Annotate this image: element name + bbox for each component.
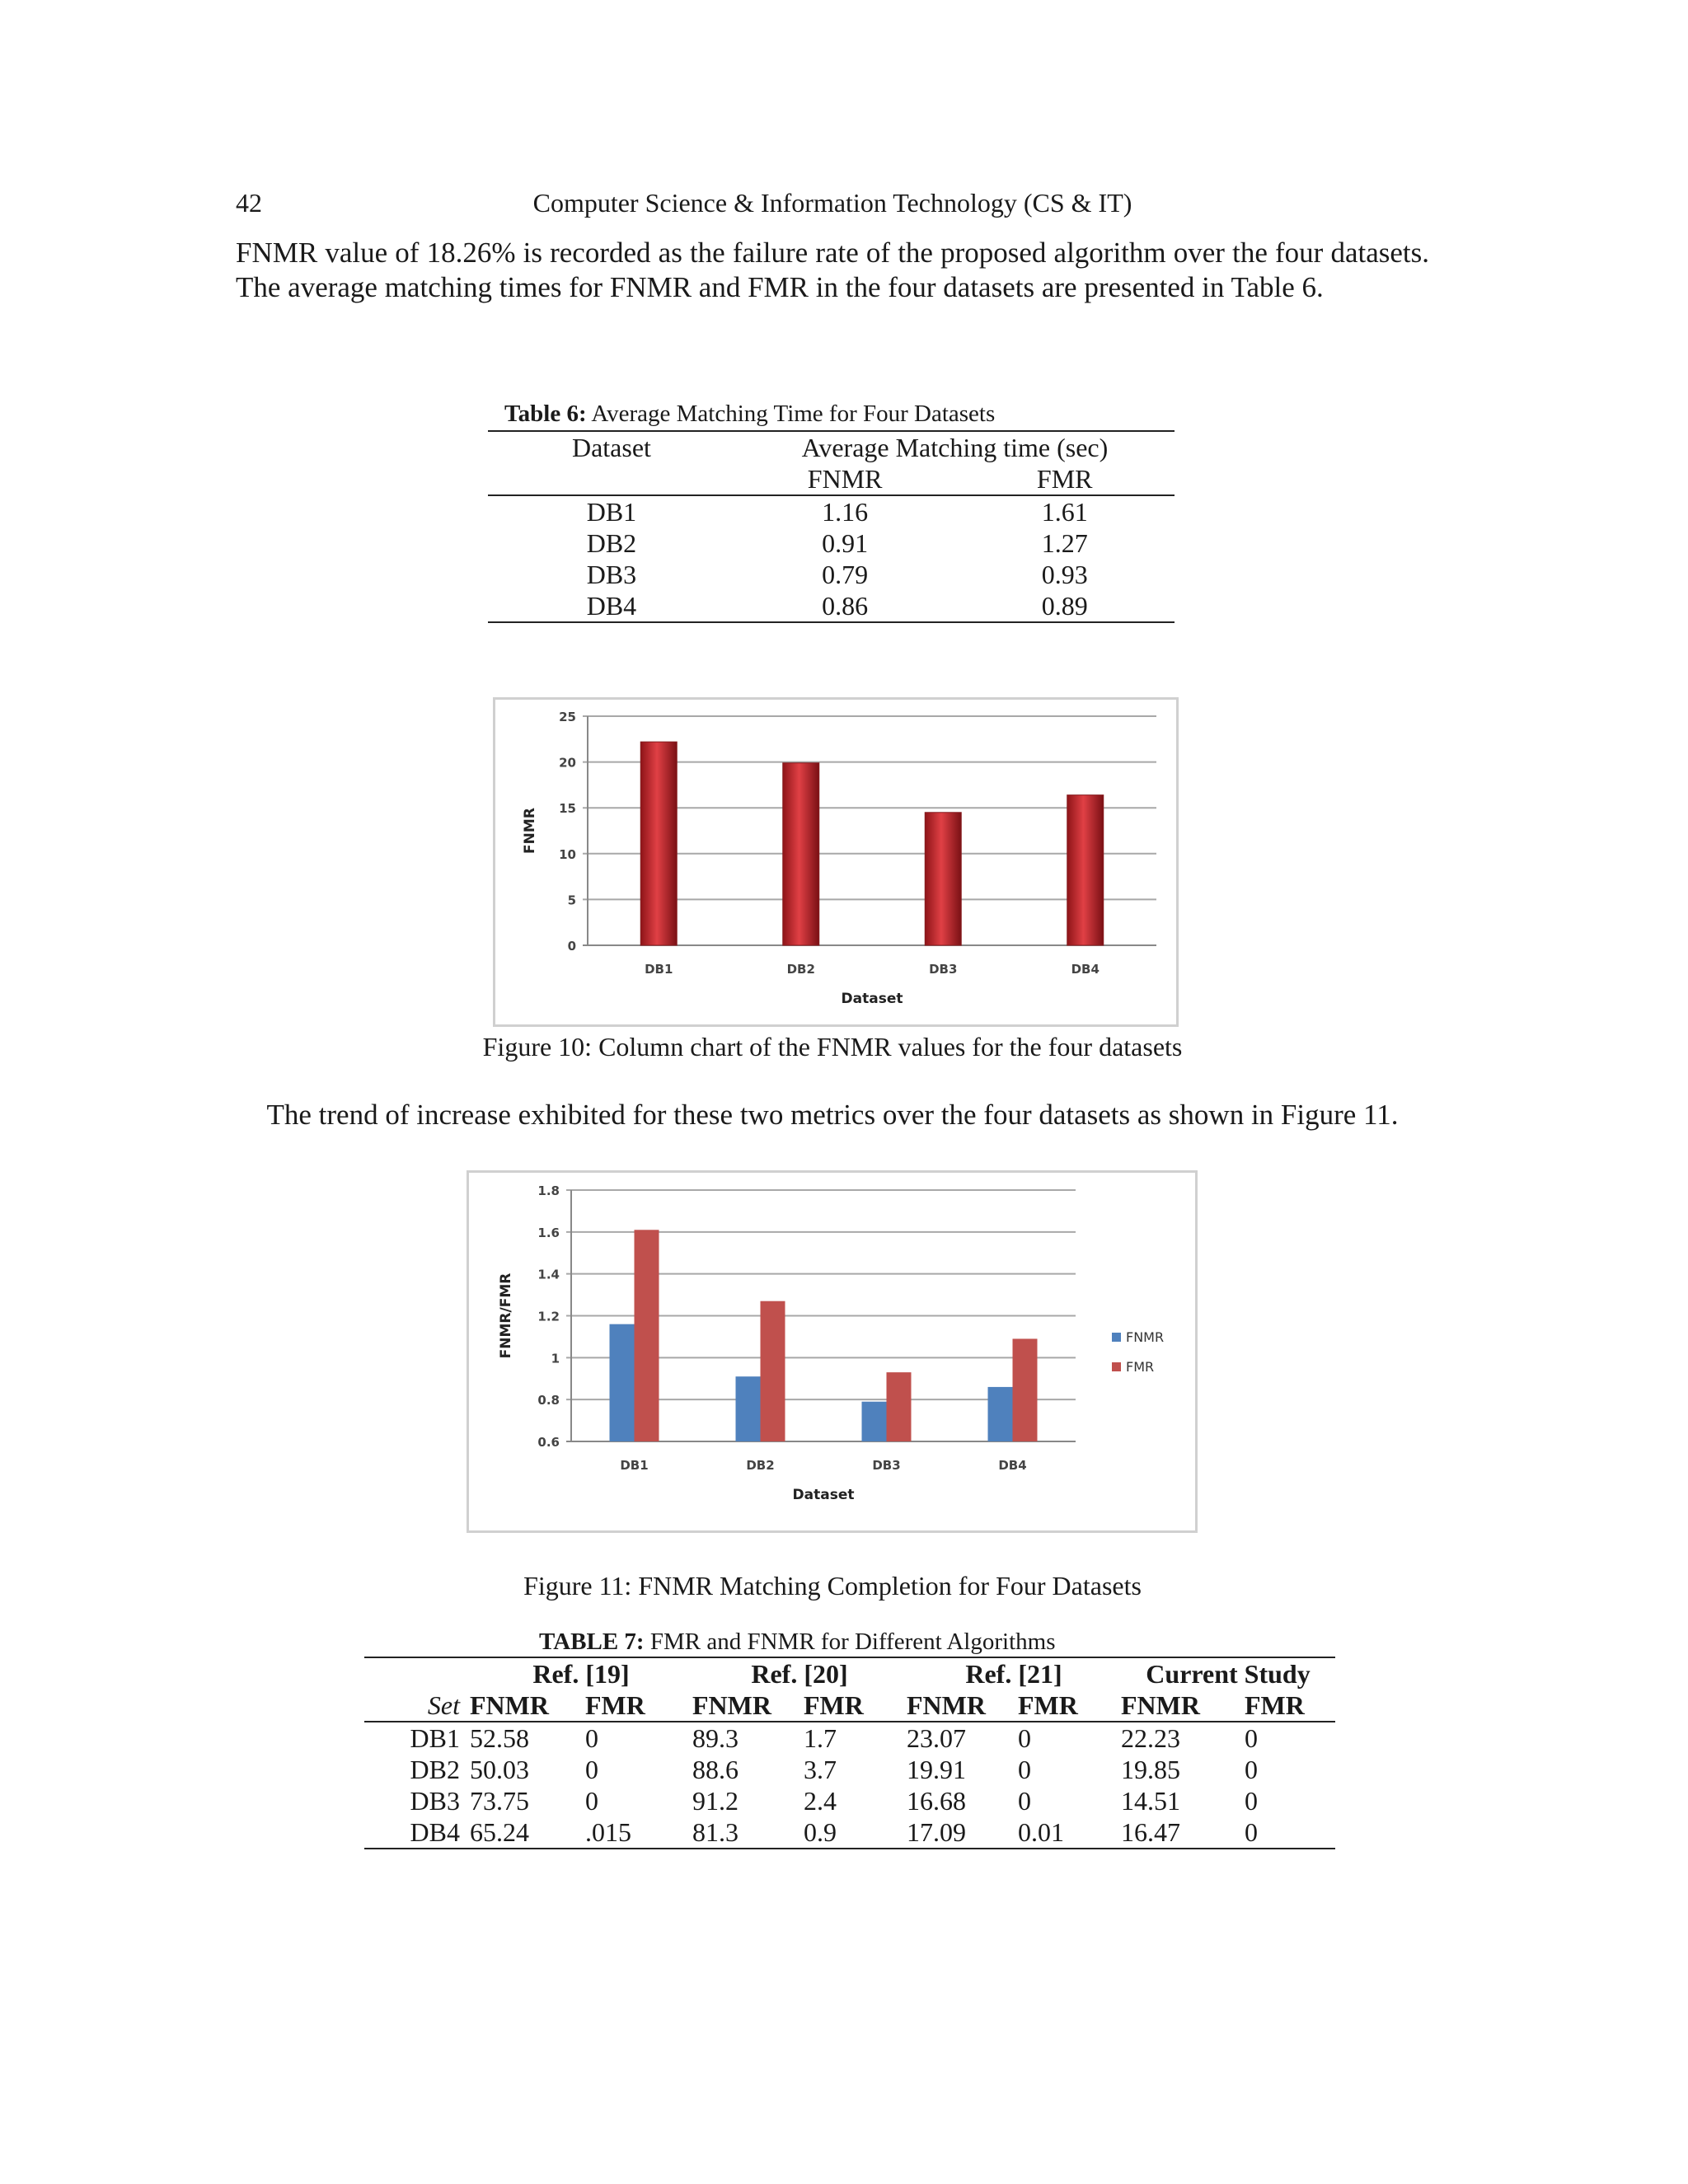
y-tick-label: 1 [551, 1351, 560, 1366]
table6-label: Table 6: [504, 401, 587, 427]
table7-row-label: DB1 [410, 1723, 460, 1753]
table7-row-label: DB4 [364, 1816, 470, 1849]
bar-db2-fnmr [783, 763, 819, 945]
table6-cell: 0.89 [954, 590, 1175, 622]
table-row [364, 1785, 1335, 1816]
table6-caption-text: Average Matching Time for Four Datasets [591, 401, 996, 427]
table7-cell: 3.7 [804, 1755, 837, 1784]
y-tick-label: 1.6 [537, 1225, 560, 1240]
table7-group-row [364, 1657, 1335, 1690]
table6-col-group: Average Matching time (sec) [735, 431, 1175, 463]
figure11-chart [467, 1170, 1198, 1533]
table6-cell: 1.61 [1041, 497, 1088, 527]
table6-col-fmr: FMR [954, 463, 1175, 495]
table-row [364, 1754, 1335, 1785]
table-row [488, 590, 1175, 622]
table6-cell: 0.86 [735, 590, 955, 622]
table7-cell: 19.85 [1121, 1755, 1180, 1784]
y-tick-label: 0.6 [537, 1435, 560, 1450]
table7-subheader-row [364, 1690, 1335, 1722]
y-tick-label: 0 [567, 939, 576, 954]
y-axis-title: FNMR [522, 808, 538, 854]
table6-header-row [488, 431, 1175, 463]
figure11-svg [469, 1173, 1195, 1530]
x-axis-title: Dataset [841, 991, 903, 1007]
x-tick-label: DB3 [872, 1458, 901, 1473]
table7-caption-text: FMR and FNMR for Different Algorithms [649, 1629, 1056, 1655]
table6-cell: 0.79 [822, 560, 869, 589]
legend-swatch-fmr [1112, 1362, 1121, 1371]
table7-cell: 0 [1018, 1786, 1031, 1816]
table7-group: Current Study [1121, 1657, 1335, 1690]
table7-cell: 0 [1018, 1723, 1031, 1753]
bar-db4-fnmr [988, 1387, 1013, 1441]
table6-cell: 0.93 [1041, 560, 1088, 589]
table6-cell: 1.16 [822, 497, 869, 527]
table6-col-dataset: Dataset [488, 431, 735, 463]
figure11-caption: Figure 11: FNMR Matching Completion for Four Datasets [523, 1571, 1142, 1601]
table7-sub-fmr: FMR [804, 1690, 907, 1722]
x-tick-label: DB1 [645, 962, 673, 977]
table7-cell: 50.03 [470, 1755, 529, 1784]
table7-sub-fnmr: FNMR [470, 1690, 585, 1722]
table7-cell: 0 [585, 1755, 598, 1784]
bar-db1-fnmr [610, 1324, 635, 1441]
table7-cell: 2.4 [804, 1786, 837, 1816]
y-tick-label: 1.2 [537, 1309, 560, 1324]
table7-caption [539, 1629, 1055, 1656]
table7-cell: 0.9 [804, 1816, 907, 1849]
table7-cell: .015 [585, 1816, 692, 1849]
table7-cell: 1.7 [804, 1723, 837, 1753]
table6-cell: DB1 [586, 497, 637, 527]
figure10-svg [495, 700, 1176, 1024]
table-row [488, 495, 1175, 527]
table7-cell: 0.01 [1018, 1816, 1121, 1849]
table7-sub-fmr: FMR [1018, 1690, 1121, 1722]
x-axis-title: Dataset [792, 1487, 855, 1503]
table6-col-fnmr: FNMR [735, 463, 955, 495]
x-tick-label: DB2 [786, 962, 815, 977]
table7-cell: 65.24 [470, 1816, 585, 1849]
table6-subheader-row [488, 463, 1175, 495]
y-tick-label: 5 [567, 893, 576, 908]
table7-sub-fmr: FMR [585, 1690, 692, 1722]
table7-cell: 89.3 [692, 1723, 738, 1753]
table7-cell: 19.91 [907, 1755, 966, 1784]
table7-cell: 0 [1245, 1786, 1258, 1816]
table7-cell: 0 [585, 1786, 598, 1816]
bar-db2-fmr [761, 1301, 785, 1441]
table7-cell: 0 [585, 1723, 598, 1753]
x-tick-label: DB1 [620, 1458, 649, 1473]
table7-sub-fnmr: FNMR [1121, 1690, 1245, 1722]
legend-swatch-fnmr [1112, 1333, 1121, 1342]
table7-row-label: DB3 [410, 1786, 460, 1816]
figure10-chart [493, 697, 1179, 1027]
x-tick-label: DB4 [998, 1458, 1027, 1473]
table7-set-label: Set [364, 1690, 470, 1722]
table7-cell: 81.3 [692, 1816, 804, 1849]
table7-group: Ref. [20] [692, 1657, 907, 1690]
table6-cell: 0.91 [822, 528, 869, 558]
x-tick-label: DB2 [746, 1458, 775, 1473]
table7-cell: 22.23 [1121, 1723, 1180, 1753]
table7-cell: 16.68 [907, 1786, 966, 1816]
y-axis-title: FNMR/FMR [498, 1272, 514, 1359]
table7-group: Ref. [21] [907, 1657, 1121, 1690]
table7-cell: 52.58 [470, 1723, 529, 1753]
bar-db3-fmr [887, 1372, 912, 1441]
table-row [364, 1722, 1335, 1754]
paragraph-1: FNMR value of 18.26% is recorded as the failure rate of the proposed algorithm over the four datasets. The average matching times for FNMR and FMR in the four datasets are presented in Table 6. [236, 237, 1429, 303]
table7-cell: 88.6 [692, 1755, 738, 1784]
figure10-caption: Figure 10: Column chart of the FNMR values for the four datasets [482, 1032, 1183, 1062]
bar-db4-fmr [1013, 1338, 1038, 1441]
x-tick-label: DB4 [1071, 962, 1100, 977]
bar-db1-fnmr [640, 742, 677, 945]
table7-cell: 91.2 [692, 1786, 738, 1816]
table7-cell: 23.07 [907, 1723, 966, 1753]
paragraph-2: The trend of increase exhibited for these two metrics over the four datasets as shown in Figure 11. [266, 1099, 1399, 1131]
page-number: 42 [236, 188, 262, 218]
table-row [488, 559, 1175, 590]
table7-group: Ref. [19] [470, 1657, 692, 1690]
y-tick-label: 1.4 [537, 1267, 560, 1282]
table7-cell: 0 [1245, 1755, 1258, 1784]
table7 [364, 1657, 1335, 1849]
bar-db2-fnmr [736, 1376, 761, 1441]
table7-row-label: DB2 [410, 1755, 460, 1784]
table7-cell: 14.51 [1121, 1786, 1180, 1816]
table6 [488, 430, 1175, 623]
bar-db1-fmr [635, 1230, 659, 1441]
table6-cell: 1.27 [1041, 528, 1088, 558]
legend-label-fnmr: FNMR [1126, 1329, 1165, 1345]
table7-cell: 0 [1245, 1816, 1335, 1849]
y-tick-label: 10 [559, 846, 576, 862]
y-tick-label: 1.8 [537, 1183, 560, 1198]
bar-db3-fnmr [925, 813, 961, 945]
x-tick-label: DB3 [929, 962, 958, 977]
bar-db4-fnmr [1067, 795, 1104, 945]
table7-cell: 73.75 [470, 1786, 529, 1816]
table7-label: TABLE 7: [539, 1629, 645, 1655]
table7-cell: 0 [1245, 1723, 1258, 1753]
table-row [488, 527, 1175, 559]
table6-cell: DB4 [488, 590, 735, 622]
table7-sub-fnmr: FNMR [692, 1690, 804, 1722]
table6-caption [504, 401, 995, 428]
y-tick-label: 0.8 [537, 1393, 560, 1408]
table-row [364, 1816, 1335, 1849]
table7-cell: 0 [1018, 1755, 1031, 1784]
y-tick-label: 15 [559, 801, 576, 817]
journal-title: Computer Science & Information Technology (CS & IT) [532, 188, 1132, 218]
legend-label-fmr: FMR [1126, 1359, 1155, 1375]
table6-cell: DB3 [586, 560, 637, 589]
table7-sub-fnmr: FNMR [907, 1690, 1018, 1722]
table7-sub-fmr: FMR [1245, 1690, 1335, 1722]
table7-cell: 16.47 [1121, 1816, 1245, 1849]
table7-cell: 17.09 [907, 1816, 1018, 1849]
y-tick-label: 20 [559, 755, 576, 771]
bar-db3-fnmr [862, 1402, 887, 1441]
table6-cell: DB2 [586, 528, 637, 558]
y-tick-label: 25 [559, 710, 576, 724]
